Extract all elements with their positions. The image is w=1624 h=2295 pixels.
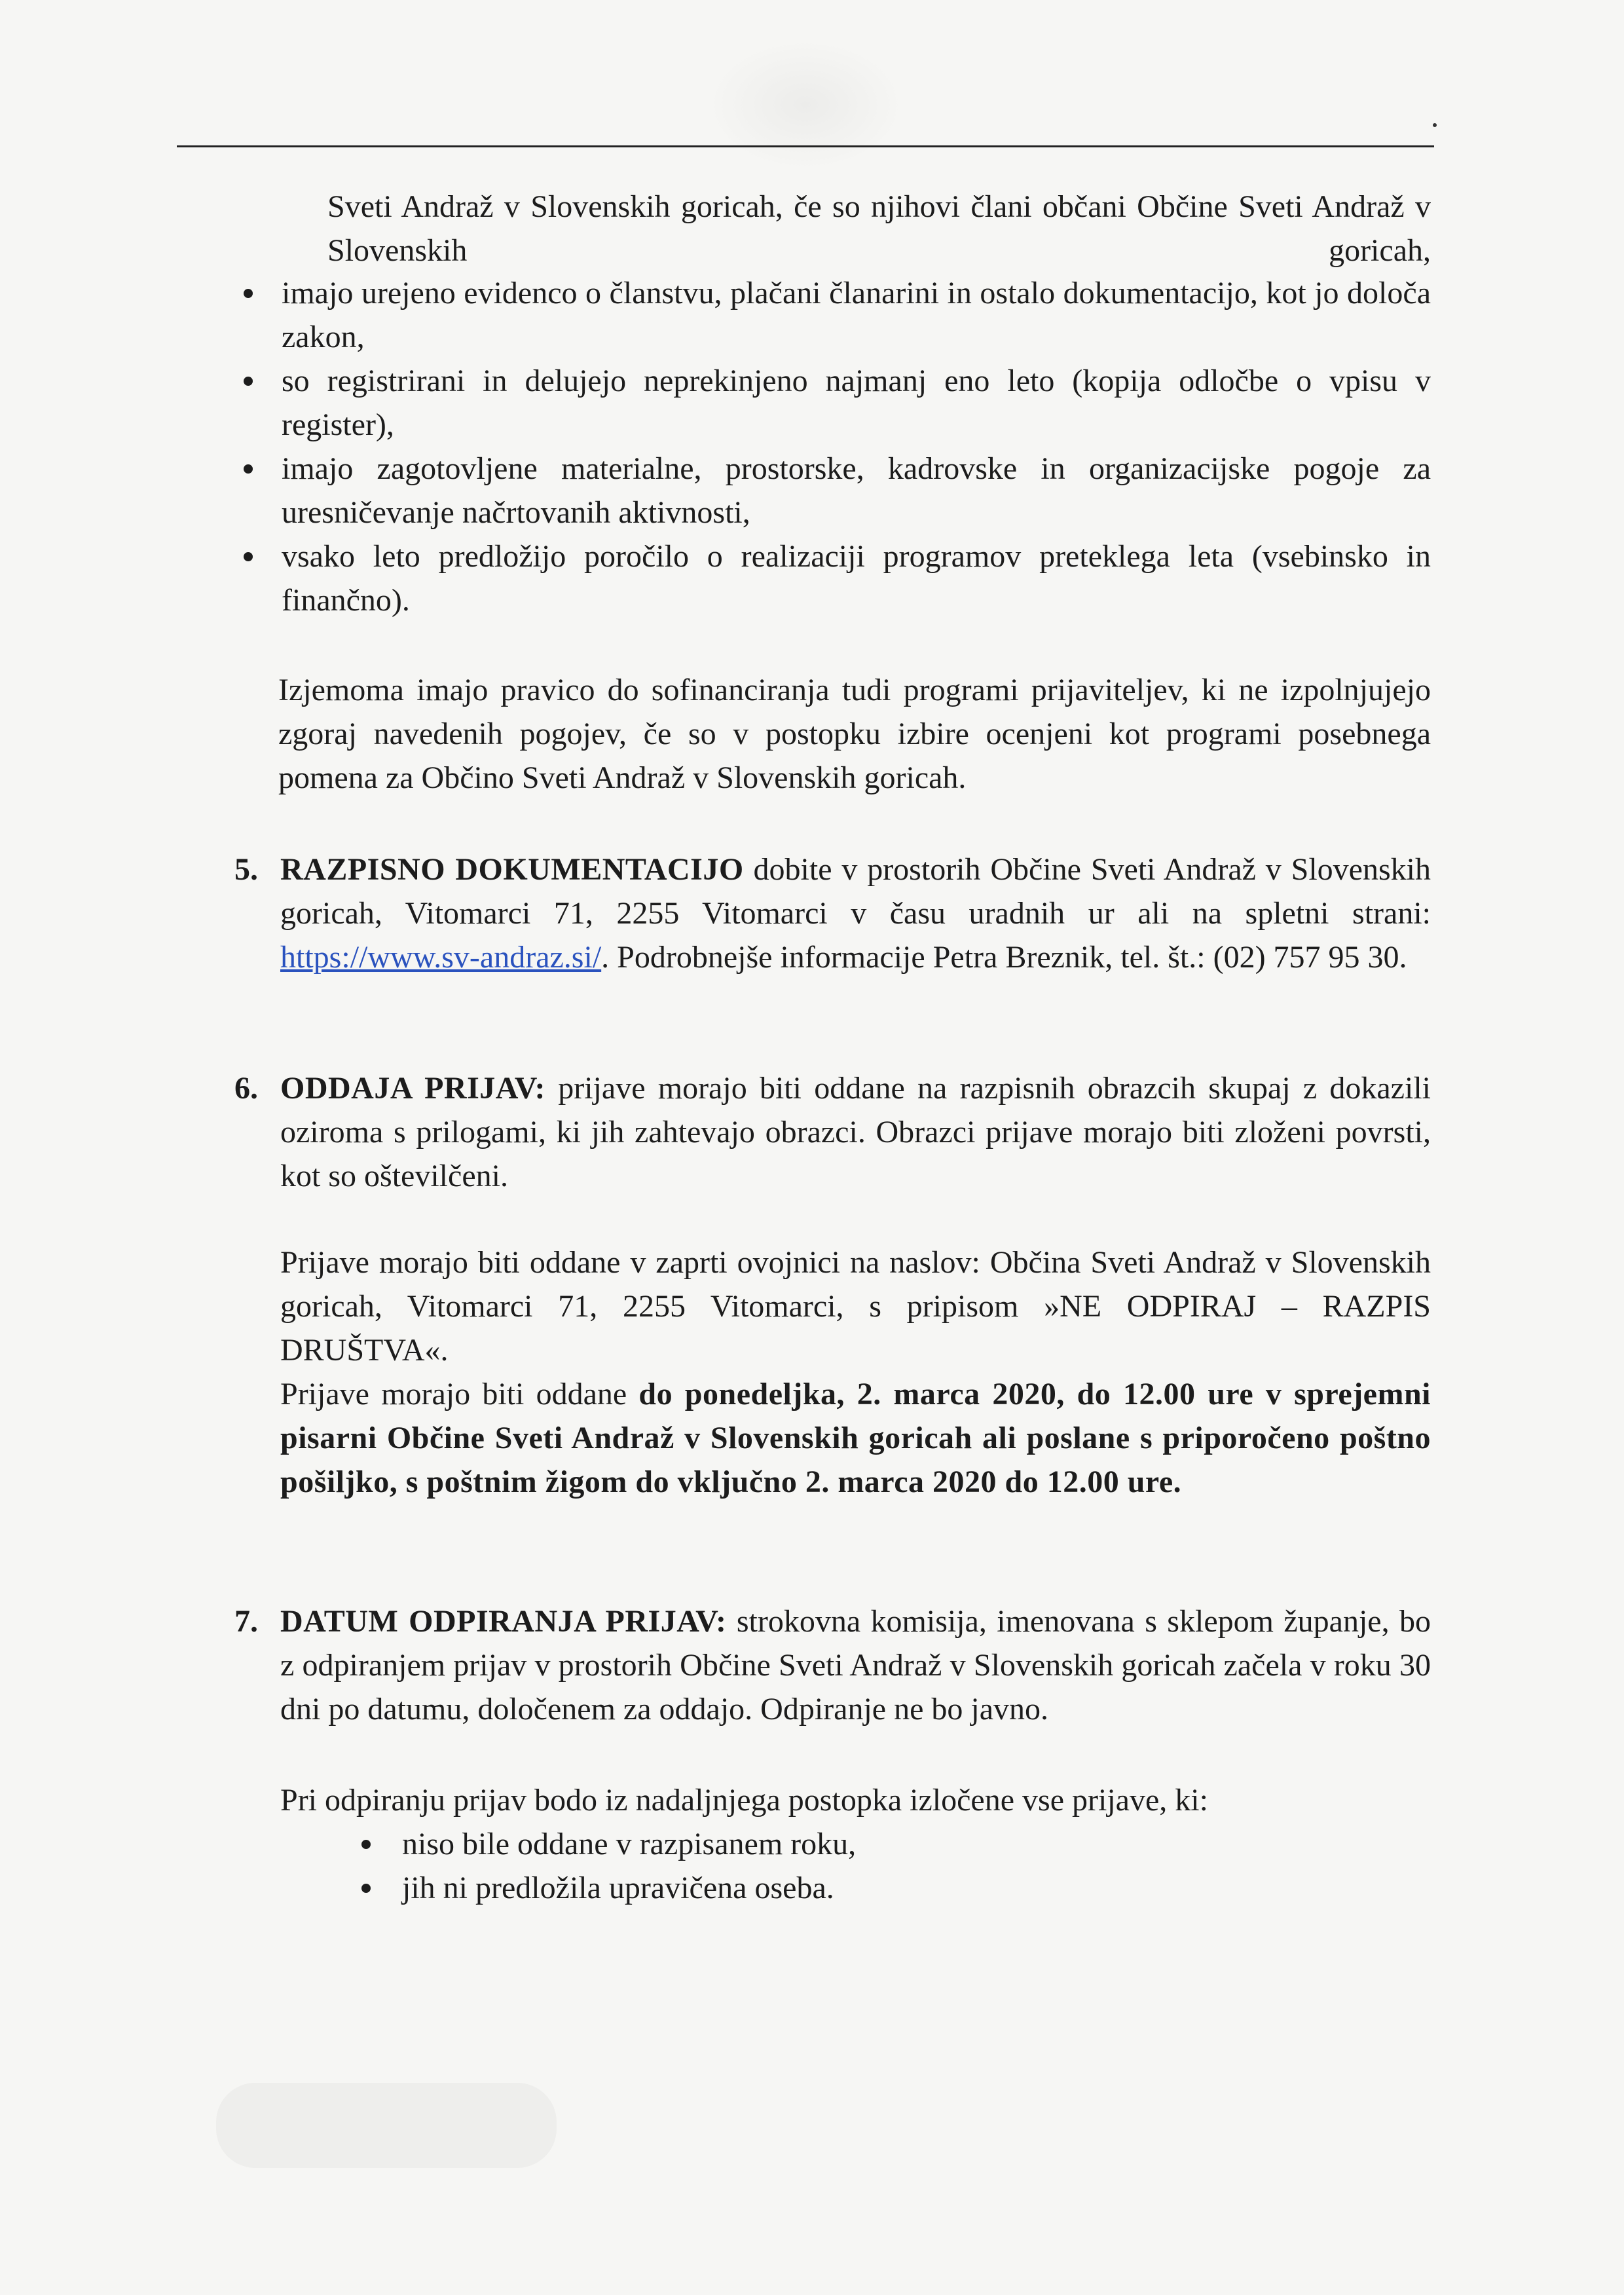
section-6-deadline-paragraph: Prijave morajo biti oddane do ponedeljka, 2. marca 2020, do 12.00 ure v sprejemni pisarni Občine Sveti Andraž v Slovenskih goricah ali poslane s priporočeno poštno pošiljko, s poštnim žigom do vključno 2. marca 2020 do 12.00 ure. [280, 1377, 1431, 1499]
section-5-heading: RAZPISNO DOKUMENTACIJO [280, 852, 744, 887]
header-dot [1433, 123, 1437, 127]
bullet-icon [361, 1884, 371, 1893]
section-6-address-paragraph: Prijave morajo biti oddane v zaprti ovojnici na naslov: Občina Sveti Andraž v Slovenskih goricah, Vitomarci 71, 2255 Vitomarci, s pripisom »NE ODPIRAJ – RAZPIS DRUŠTVA«. [280, 1245, 1431, 1368]
deadline-text: do ponedeljka, 2. marca 2020, do 12.00 ure v sprejemni pisarni Občine Sveti Andraž v Slovenskih goricah ali poslane s priporočeno poštno pošiljko, s poštnim žigom do vključno 2. marca 2020 do 12.00 ure. [280, 1377, 1431, 1499]
list-item: imajo urejeno evidenco o članstvu, plačani članarini in ostalo dokumentacijo, kot jo določa zakon, [282, 271, 1431, 359]
list-item: vsako leto predložijo poročilo o realizaciji programov preteklega leta (vsebinsko in finančno). [282, 534, 1431, 622]
section-6-paragraph: ODDAJA PRIJAV: prijave morajo biti oddane na razpisnih obrazcih skupaj z dokazili oziroma s prilogami, ki jih zahtevajo obrazci. Obrazci prijave morajo biti zloženi povrsti, kot so oštevilčeni. [280, 1071, 1431, 1193]
list-item: imajo zagotovljene materialne, prostorske, kadrovske in organizacijske pogoje za uresničevanje načrtovanih aktivnosti, [282, 447, 1431, 534]
bullet-icon [244, 377, 253, 386]
bullet-icon [244, 464, 253, 474]
section-7-number: 7. [234, 1604, 258, 1639]
section-7-heading: DATUM ODPIRANJA PRIJAV: [280, 1604, 727, 1639]
exception-paragraph: Izjemoma imajo pravico do sofinanciranja tudi programi prijaviteljev, ki ne izpolnjujejo zgoraj navedenih pogojev, če so v postopku izbire ocenjeni kot programi posebnega pomena za Občino Sveti Andraž v Slovenskih goricah. [278, 673, 1431, 795]
section-6-heading: ODDAJA PRIJAV: [280, 1071, 545, 1106]
section-5-number: 5. [234, 852, 258, 887]
list-item: jih ni predložila upravičena oseba. [402, 1866, 1424, 1910]
bleed-through-shape [216, 2083, 557, 2168]
faint-crest-watermark [707, 39, 904, 170]
section-5-paragraph: RAZPISNO DOKUMENTACIJO dobite v prostorih Občine Sveti Andraž v Slovenskih goricah, Vitomarci 71, 2255 Vitomarci v času uradnih ur ali na spletni strani: https://www.sv-andraz.si/. Podrobnejše informacije Petra Breznik, tel. št.: (02) 757 95 30. [280, 852, 1431, 975]
website-link[interactable]: https://www.sv-andraz.si/ [280, 940, 602, 975]
bullet-icon [244, 289, 253, 298]
section-7-intro: Pri odpiranju prijav bodo iz nadaljnjega postopka izločene vse prijave, ki: [280, 1783, 1208, 1818]
section-6-number: 6. [234, 1071, 258, 1106]
bullet-icon [361, 1840, 371, 1849]
section-7-paragraph: DATUM ODPIRANJA PRIJAV: strokovna komisija, imenovana s sklepom županje, bo z odpiranjem prijav v prostorih Občine Sveti Andraž v Slovenskih goricah začela v roku 30 dni po datumu, določenem za oddajo. Odpiranje ne bo javno. [280, 1604, 1431, 1726]
bullet-icon [244, 552, 253, 561]
conditions-list [282, 271, 1431, 622]
list-item: so registrirani in delujejo neprekinjeno najmanj eno leto (kopija odločbe o vpisu v register), [282, 359, 1431, 447]
continuation-line: Sveti Andraž v Slovenskih goricah, če so njihovi člani občani Občine Sveti Andraž v Slovenskih goricah, [327, 189, 1431, 268]
header-rule [177, 145, 1434, 147]
exclusion-list [402, 1822, 1424, 1910]
list-item: niso bile oddane v razpisanem roku, [402, 1822, 1424, 1866]
